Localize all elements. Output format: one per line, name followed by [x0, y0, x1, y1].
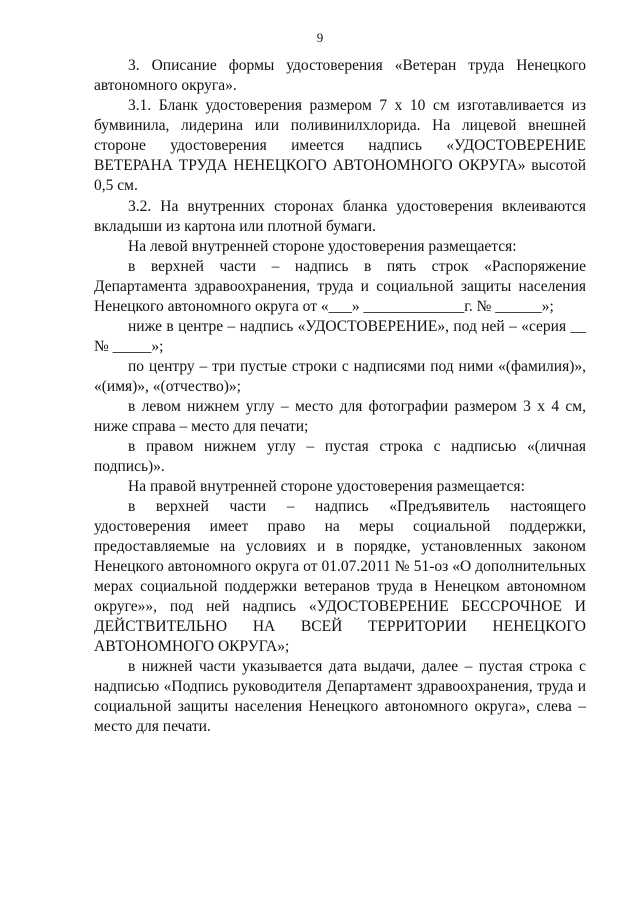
paragraph-left-side-heading: На левой внутренней стороне удостоверения размещается:	[128, 238, 517, 255]
page-number: 9	[316, 30, 324, 45]
paragraph-right-side-heading: На правой внутренней стороне удостоверения размещается:	[128, 478, 525, 495]
paragraph-section-3-1: 3.1. Бланк удостоверения размером 7 х 10 см изготавливается из бумвинила, лидерина или поливинилхлорида. На лицевой внешней стороне удостоверения имеется надпись «УДОСТОВЕРЕНИЕ ВЕТЕРАНА ТРУДА НЕНЕЦКОГО АВТОНОМНОГО ОКРУГА» высотой 0,5 см.	[94, 97, 586, 194]
paragraph-section-3-2: 3.2. На внутренних сторонах бланка удостоверения вклеиваются вкладыши из картона или плотной бумаги.	[94, 198, 586, 235]
paragraph-right-top-part: в верхней части – надпись «Предъявитель настоящего удостоверения имеет право на меры социальной поддержки, предоставляемые на условиях и в порядке, установленных законом Ненецкого автономного округа от 01.07.2011 № 51-оз «О дополнительных мерах социальной поддержки ветеранов труда в Ненецком автономном округе»», под ней надпись «УДОСТОВЕРЕНИЕ БЕССРОЧНОЕ И ДЕЙСТВИТЕЛЬНО НА ВСЕЙ ТЕРРИТОРИИ НЕНЕЦКОГО АВТОНОМНОГО ОКРУГА»;	[94, 498, 586, 655]
paragraph-left-name-lines: по центру – три пустые строки с надписями под ними «(фамилия)», «(имя)», «(отчество)»;	[94, 358, 586, 395]
paragraph-left-top-part: в верхней части – надпись в пять строк «Распоряжение Департамента здравоохранения, труда и социальной защиты населения Ненецкого автономного округа от «___» _____________г. № ______»;	[94, 258, 586, 315]
paragraph-section-3-title: 3. Описание формы удостоверения «Ветеран труда Ненецкого автономного округа».	[94, 57, 586, 94]
paragraph-left-center: ниже в центре – надпись «УДОСТОВЕРЕНИЕ», под ней – «серия __ № _____»;	[94, 318, 586, 355]
paragraph-left-photo: в левом нижнем углу – место для фотографии размером 3 х 4 см, ниже справа – место для печати;	[94, 398, 586, 435]
paragraph-right-bottom-part: в нижней части указывается дата выдачи, далее – пустая строка с надписью «Подпись руководителя Департамент здравоохранения, труда и социальной защиты населения Ненецкого автономного округа», слева – место для печати.	[94, 658, 586, 735]
document-body	[94, 56, 586, 737]
paragraph-left-signature: в правом нижнем углу – пустая строка с надписью «(личная подпись)».	[94, 438, 586, 475]
